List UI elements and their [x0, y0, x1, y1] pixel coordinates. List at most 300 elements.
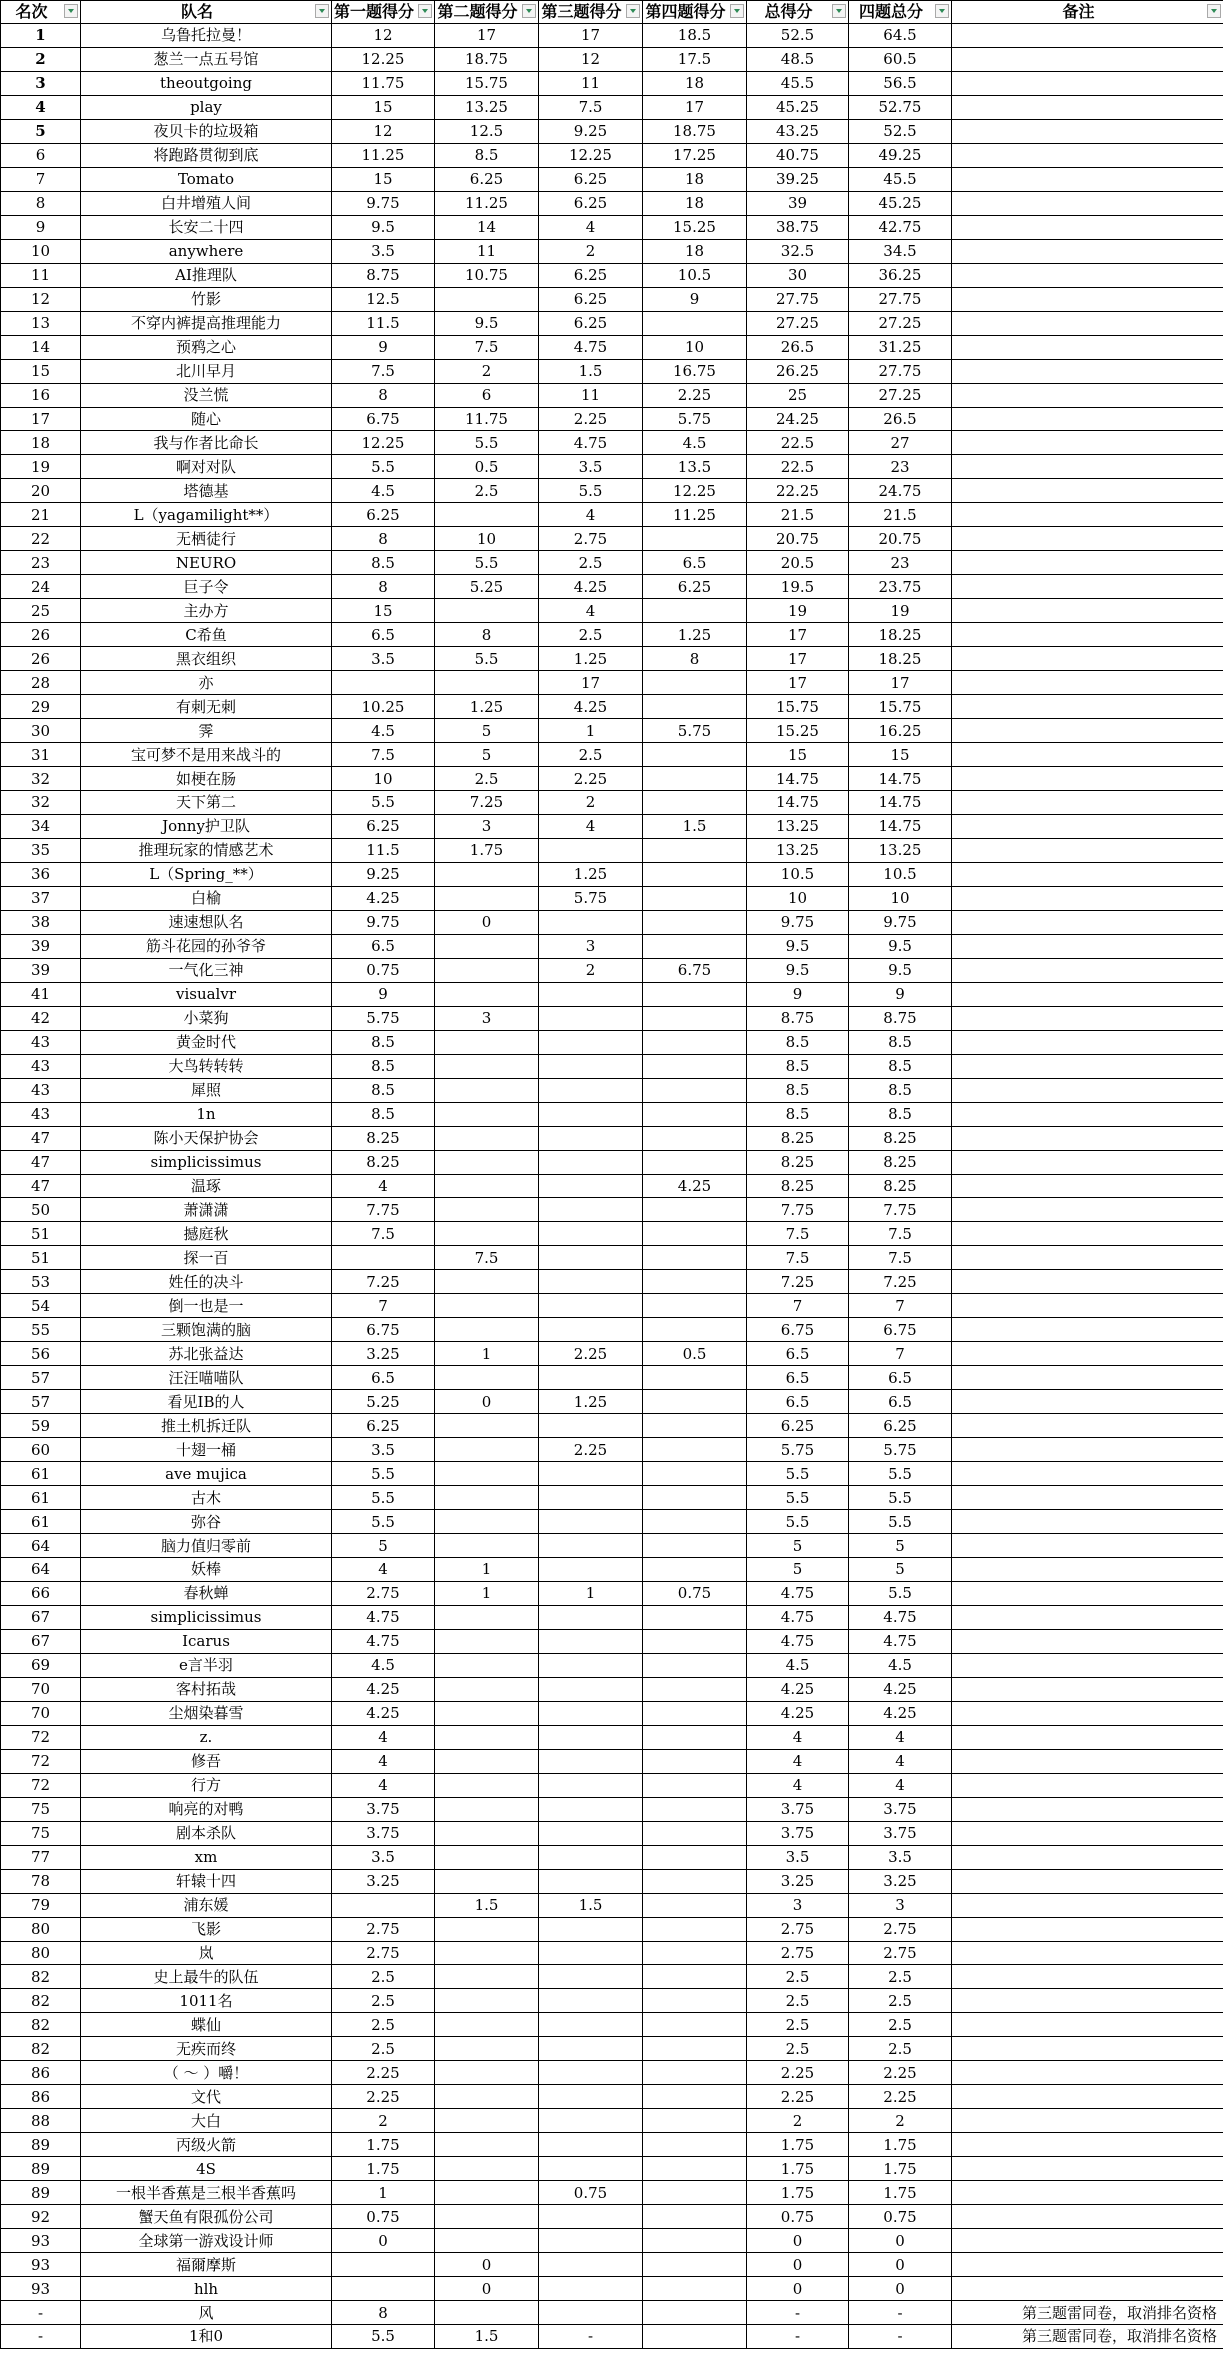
- q1-score-cell[interactable]: 4: [332, 1725, 435, 1749]
- filter-dropdown-icon[interactable]: [522, 4, 536, 18]
- q1-score-cell[interactable]: 11.75: [332, 71, 435, 95]
- q4-score-cell[interactable]: [643, 1390, 747, 1414]
- note-cell[interactable]: [952, 287, 1223, 311]
- rank-cell[interactable]: 20: [1, 479, 81, 503]
- q3-score-cell[interactable]: 4.75: [539, 431, 643, 455]
- q2-score-cell[interactable]: 7.5: [435, 335, 539, 359]
- q3-score-cell[interactable]: 12: [539, 47, 643, 71]
- total-score-cell[interactable]: 9: [747, 982, 849, 1006]
- rank-cell[interactable]: 31: [1, 743, 81, 767]
- q4-score-cell[interactable]: [643, 791, 747, 815]
- four-total-cell[interactable]: 2.75: [849, 1917, 952, 1941]
- q1-score-cell[interactable]: 2.5: [332, 2037, 435, 2061]
- q2-score-cell[interactable]: [435, 2229, 539, 2253]
- team-name-cell[interactable]: ave mujica: [81, 1462, 332, 1486]
- note-cell[interactable]: [952, 1749, 1223, 1773]
- q2-score-cell[interactable]: [435, 1222, 539, 1246]
- note-cell[interactable]: [952, 814, 1223, 838]
- four-total-cell[interactable]: 9: [849, 982, 952, 1006]
- q1-score-cell[interactable]: 12.25: [332, 47, 435, 71]
- note-cell[interactable]: [952, 1150, 1223, 1174]
- note-cell[interactable]: [952, 551, 1223, 575]
- note-cell[interactable]: [952, 2013, 1223, 2037]
- q4-score-cell[interactable]: [643, 1797, 747, 1821]
- total-score-cell[interactable]: 8.75: [747, 1006, 849, 1030]
- note-cell[interactable]: [952, 767, 1223, 791]
- total-score-cell[interactable]: 5.5: [747, 1486, 849, 1510]
- note-cell[interactable]: [952, 263, 1223, 287]
- note-cell[interactable]: [952, 1629, 1223, 1653]
- four-total-cell[interactable]: 17: [849, 671, 952, 695]
- total-score-cell[interactable]: 1.75: [747, 2133, 849, 2157]
- four-total-cell[interactable]: 13.25: [849, 838, 952, 862]
- team-name-cell[interactable]: 霁: [81, 719, 332, 743]
- q2-score-cell[interactable]: 5.5: [435, 551, 539, 575]
- total-score-cell[interactable]: 21.5: [747, 503, 849, 527]
- q4-score-cell[interactable]: [643, 311, 747, 335]
- q3-score-cell[interactable]: 17: [539, 671, 643, 695]
- q1-score-cell[interactable]: 3.5: [332, 647, 435, 671]
- q2-score-cell[interactable]: 8.5: [435, 143, 539, 167]
- total-score-cell[interactable]: 38.75: [747, 215, 849, 239]
- note-cell[interactable]: [952, 47, 1223, 71]
- four-total-cell[interactable]: 14.75: [849, 791, 952, 815]
- four-total-cell[interactable]: 10.5: [849, 862, 952, 886]
- q3-score-cell[interactable]: [539, 1414, 643, 1438]
- q1-score-cell[interactable]: 11.25: [332, 143, 435, 167]
- q2-score-cell[interactable]: [435, 2061, 539, 2085]
- four-total-cell[interactable]: 2: [849, 2109, 952, 2133]
- team-name-cell[interactable]: hlh: [81, 2277, 332, 2301]
- team-name-cell[interactable]: 福爾摩斯: [81, 2253, 332, 2277]
- q2-score-cell[interactable]: 7.25: [435, 791, 539, 815]
- note-cell[interactable]: [952, 1845, 1223, 1869]
- rank-cell[interactable]: 92: [1, 2205, 81, 2229]
- total-score-cell[interactable]: 6.5: [747, 1390, 849, 1414]
- q1-score-cell[interactable]: 4.25: [332, 886, 435, 910]
- note-cell[interactable]: [952, 335, 1223, 359]
- total-score-cell[interactable]: -: [747, 2325, 849, 2349]
- total-score-cell[interactable]: 6.5: [747, 1366, 849, 1390]
- rank-cell[interactable]: 29: [1, 695, 81, 719]
- total-score-cell[interactable]: 9.75: [747, 910, 849, 934]
- rank-cell[interactable]: 17: [1, 407, 81, 431]
- q3-score-cell[interactable]: 2.25: [539, 767, 643, 791]
- q3-score-cell[interactable]: 2.5: [539, 743, 643, 767]
- total-score-cell[interactable]: 7.5: [747, 1222, 849, 1246]
- rank-cell[interactable]: 7: [1, 167, 81, 191]
- q3-score-cell[interactable]: [539, 1629, 643, 1653]
- q4-score-cell[interactable]: [643, 1102, 747, 1126]
- q2-score-cell[interactable]: [435, 1510, 539, 1534]
- total-score-cell[interactable]: 1.75: [747, 2157, 849, 2181]
- q3-score-cell[interactable]: [539, 1773, 643, 1797]
- note-cell[interactable]: [952, 1078, 1223, 1102]
- filter-dropdown-icon[interactable]: [935, 4, 949, 18]
- q4-score-cell[interactable]: 5.75: [643, 719, 747, 743]
- note-cell[interactable]: [952, 407, 1223, 431]
- team-name-cell[interactable]: 丙级火箭: [81, 2133, 332, 2157]
- note-cell[interactable]: [952, 886, 1223, 910]
- q2-score-cell[interactable]: 12.5: [435, 119, 539, 143]
- q4-score-cell[interactable]: [643, 1941, 747, 1965]
- q3-score-cell[interactable]: 9.25: [539, 119, 643, 143]
- q4-score-cell[interactable]: [643, 838, 747, 862]
- four-total-cell[interactable]: 2.5: [849, 1965, 952, 1989]
- team-name-cell[interactable]: 一根半香蕉是三根半香蕉吗: [81, 2181, 332, 2205]
- q2-score-cell[interactable]: 6.25: [435, 167, 539, 191]
- rank-cell[interactable]: 41: [1, 982, 81, 1006]
- q1-score-cell[interactable]: 11.5: [332, 311, 435, 335]
- q2-score-cell[interactable]: 5: [435, 743, 539, 767]
- q3-score-cell[interactable]: 2.25: [539, 1342, 643, 1366]
- q3-score-cell[interactable]: [539, 1318, 643, 1342]
- total-score-cell[interactable]: 2.25: [747, 2085, 849, 2109]
- q3-score-cell[interactable]: [539, 1054, 643, 1078]
- team-name-cell[interactable]: 北川早月: [81, 359, 332, 383]
- team-name-cell[interactable]: 黄金时代: [81, 1030, 332, 1054]
- team-name-cell[interactable]: 客村拓哉: [81, 1677, 332, 1701]
- q3-score-cell[interactable]: [539, 1222, 643, 1246]
- four-total-cell[interactable]: -: [849, 2325, 952, 2349]
- note-cell[interactable]: [952, 1653, 1223, 1677]
- team-name-cell[interactable]: 啊对对队: [81, 455, 332, 479]
- four-total-cell[interactable]: 5.5: [849, 1510, 952, 1534]
- total-score-cell[interactable]: 8.25: [747, 1174, 849, 1198]
- team-name-cell[interactable]: 响亮的对鸭: [81, 1797, 332, 1821]
- q1-score-cell[interactable]: 9: [332, 335, 435, 359]
- q1-score-cell[interactable]: 8.5: [332, 1054, 435, 1078]
- total-score-cell[interactable]: 5.5: [747, 1510, 849, 1534]
- four-total-cell[interactable]: 3.5: [849, 1845, 952, 1869]
- q3-score-cell[interactable]: [539, 1462, 643, 1486]
- rank-cell[interactable]: 77: [1, 1845, 81, 1869]
- rank-cell[interactable]: 34: [1, 814, 81, 838]
- note-cell[interactable]: [952, 2253, 1223, 2277]
- four-total-cell[interactable]: 27.25: [849, 383, 952, 407]
- q2-score-cell[interactable]: [435, 671, 539, 695]
- four-total-cell[interactable]: 4.25: [849, 1701, 952, 1725]
- q2-score-cell[interactable]: [435, 1653, 539, 1677]
- team-name-cell[interactable]: 大白: [81, 2109, 332, 2133]
- four-total-cell[interactable]: 2.5: [849, 1989, 952, 2013]
- q2-score-cell[interactable]: 18.75: [435, 47, 539, 71]
- team-name-cell[interactable]: 夜贝卡的垃圾箱: [81, 119, 332, 143]
- team-name-cell[interactable]: 蝶仙: [81, 2013, 332, 2037]
- note-cell[interactable]: [952, 2277, 1223, 2301]
- q2-score-cell[interactable]: [435, 1414, 539, 1438]
- q3-score-cell[interactable]: 1: [539, 1581, 643, 1605]
- q3-score-cell[interactable]: 17: [539, 24, 643, 48]
- filter-dropdown-icon[interactable]: [418, 4, 432, 18]
- rank-cell[interactable]: 88: [1, 2109, 81, 2133]
- note-cell[interactable]: [952, 71, 1223, 95]
- q3-score-cell[interactable]: 1.25: [539, 862, 643, 886]
- note-cell[interactable]: [952, 1941, 1223, 1965]
- q4-score-cell[interactable]: [643, 1989, 747, 2013]
- rank-cell[interactable]: 60: [1, 1438, 81, 1462]
- q1-score-cell[interactable]: 3.5: [332, 1438, 435, 1462]
- rank-cell[interactable]: 93: [1, 2277, 81, 2301]
- rank-cell[interactable]: 61: [1, 1486, 81, 1510]
- note-cell[interactable]: [952, 1222, 1223, 1246]
- total-score-cell[interactable]: 22.25: [747, 479, 849, 503]
- note-cell[interactable]: 第三题雷同卷，取消排名资格: [952, 2325, 1223, 2349]
- note-cell[interactable]: [952, 982, 1223, 1006]
- rank-cell[interactable]: 12: [1, 287, 81, 311]
- rank-cell[interactable]: -: [1, 2325, 81, 2349]
- four-total-cell[interactable]: 24.75: [849, 479, 952, 503]
- team-name-cell[interactable]: 白井增殖人间: [81, 191, 332, 215]
- total-score-cell[interactable]: 6.5: [747, 1342, 849, 1366]
- total-score-cell[interactable]: 4.5: [747, 1653, 849, 1677]
- q4-score-cell[interactable]: [643, 1629, 747, 1653]
- q4-score-cell[interactable]: 17.25: [643, 143, 747, 167]
- four-total-cell[interactable]: 27.75: [849, 287, 952, 311]
- note-cell[interactable]: [952, 2229, 1223, 2253]
- q4-score-cell[interactable]: 6.25: [643, 575, 747, 599]
- team-name-cell[interactable]: 无疾而终: [81, 2037, 332, 2061]
- note-cell[interactable]: [952, 167, 1223, 191]
- q4-score-cell[interactable]: [643, 1366, 747, 1390]
- q3-score-cell[interactable]: 0.75: [539, 2181, 643, 2205]
- four-total-cell[interactable]: 4: [849, 1749, 952, 1773]
- q2-score-cell[interactable]: [435, 1677, 539, 1701]
- rank-cell[interactable]: 82: [1, 1989, 81, 2013]
- q4-score-cell[interactable]: [643, 1414, 747, 1438]
- q3-score-cell[interactable]: [539, 2013, 643, 2037]
- q4-score-cell[interactable]: [643, 2037, 747, 2061]
- q1-score-cell[interactable]: 0: [332, 2229, 435, 2253]
- q3-score-cell[interactable]: [539, 2277, 643, 2301]
- rank-cell[interactable]: 64: [1, 1534, 81, 1558]
- q2-score-cell[interactable]: 11: [435, 239, 539, 263]
- team-name-cell[interactable]: 小菜狗: [81, 1006, 332, 1030]
- q4-score-cell[interactable]: [643, 2061, 747, 2085]
- team-name-cell[interactable]: xm: [81, 1845, 332, 1869]
- rank-cell[interactable]: 72: [1, 1773, 81, 1797]
- q4-score-cell[interactable]: 17: [643, 95, 747, 119]
- q3-score-cell[interactable]: [539, 1030, 643, 1054]
- four-total-cell[interactable]: 8.25: [849, 1150, 952, 1174]
- q2-score-cell[interactable]: [435, 2085, 539, 2109]
- q4-score-cell[interactable]: 1.25: [643, 623, 747, 647]
- q1-score-cell[interactable]: 15: [332, 95, 435, 119]
- rank-cell[interactable]: 82: [1, 1965, 81, 1989]
- q1-score-cell[interactable]: 2: [332, 2109, 435, 2133]
- q1-score-cell[interactable]: 4.75: [332, 1605, 435, 1629]
- team-name-cell[interactable]: 如梗在肠: [81, 767, 332, 791]
- four-total-cell[interactable]: 5.5: [849, 1581, 952, 1605]
- team-name-cell[interactable]: 1011名: [81, 1989, 332, 2013]
- q2-score-cell[interactable]: 5.5: [435, 647, 539, 671]
- q3-score-cell[interactable]: 1.5: [539, 359, 643, 383]
- team-name-cell[interactable]: 不穿内裤提高推理能力: [81, 311, 332, 335]
- rank-cell[interactable]: 72: [1, 1749, 81, 1773]
- team-name-cell[interactable]: 葱兰一点五号馆: [81, 47, 332, 71]
- q3-score-cell[interactable]: 1.25: [539, 647, 643, 671]
- total-score-cell[interactable]: 1.75: [747, 2181, 849, 2205]
- rank-cell[interactable]: 82: [1, 2013, 81, 2037]
- q1-score-cell[interactable]: 3.25: [332, 1869, 435, 1893]
- total-score-cell[interactable]: 8.25: [747, 1126, 849, 1150]
- note-cell[interactable]: [952, 479, 1223, 503]
- q1-score-cell[interactable]: 8.5: [332, 1078, 435, 1102]
- q2-score-cell[interactable]: 1: [435, 1581, 539, 1605]
- rank-cell[interactable]: 10: [1, 239, 81, 263]
- q4-score-cell[interactable]: [643, 2325, 747, 2349]
- total-score-cell[interactable]: 14.75: [747, 791, 849, 815]
- rank-cell[interactable]: 35: [1, 838, 81, 862]
- total-score-cell[interactable]: 39.25: [747, 167, 849, 191]
- total-score-cell[interactable]: 2.5: [747, 2013, 849, 2037]
- q2-score-cell[interactable]: 3: [435, 1006, 539, 1030]
- note-cell[interactable]: [952, 24, 1223, 48]
- total-score-cell[interactable]: 2.5: [747, 1965, 849, 1989]
- q4-score-cell[interactable]: 10.5: [643, 263, 747, 287]
- team-name-cell[interactable]: 没兰慌: [81, 383, 332, 407]
- q4-score-cell[interactable]: [643, 1030, 747, 1054]
- team-name-cell[interactable]: 速速想队名: [81, 910, 332, 934]
- q4-score-cell[interactable]: [643, 2181, 747, 2205]
- four-total-cell[interactable]: 2.5: [849, 2037, 952, 2061]
- note-cell[interactable]: [952, 2181, 1223, 2205]
- q3-score-cell[interactable]: 1: [539, 719, 643, 743]
- rank-cell[interactable]: 55: [1, 1318, 81, 1342]
- total-score-cell[interactable]: 45.5: [747, 71, 849, 95]
- q1-score-cell[interactable]: 10.25: [332, 695, 435, 719]
- four-total-cell[interactable]: 36.25: [849, 263, 952, 287]
- q3-score-cell[interactable]: [539, 1198, 643, 1222]
- total-score-cell[interactable]: 40.75: [747, 143, 849, 167]
- q1-score-cell[interactable]: 12: [332, 24, 435, 48]
- q4-score-cell[interactable]: [643, 1246, 747, 1270]
- team-name-cell[interactable]: 1和0: [81, 2325, 332, 2349]
- team-name-cell[interactable]: z.: [81, 1725, 332, 1749]
- note-cell[interactable]: [952, 527, 1223, 551]
- q2-score-cell[interactable]: 0: [435, 1390, 539, 1414]
- q4-score-cell[interactable]: [643, 1222, 747, 1246]
- q4-score-cell[interactable]: [643, 1054, 747, 1078]
- four-total-cell[interactable]: 8.75: [849, 1006, 952, 1030]
- q4-score-cell[interactable]: [643, 2109, 747, 2133]
- rank-cell[interactable]: 42: [1, 1006, 81, 1030]
- q1-score-cell[interactable]: 4: [332, 1558, 435, 1582]
- note-cell[interactable]: [952, 1965, 1223, 1989]
- q1-score-cell[interactable]: 6.75: [332, 1318, 435, 1342]
- total-score-cell[interactable]: 32.5: [747, 239, 849, 263]
- q4-score-cell[interactable]: [643, 982, 747, 1006]
- q1-score-cell[interactable]: 4.5: [332, 1653, 435, 1677]
- total-score-cell[interactable]: 6.25: [747, 1414, 849, 1438]
- note-cell[interactable]: [952, 383, 1223, 407]
- total-score-cell[interactable]: 4.75: [747, 1629, 849, 1653]
- q1-score-cell[interactable]: 8: [332, 527, 435, 551]
- rank-cell[interactable]: 26: [1, 647, 81, 671]
- total-score-cell[interactable]: 17: [747, 647, 849, 671]
- total-score-cell[interactable]: 5: [747, 1534, 849, 1558]
- q4-score-cell[interactable]: [643, 1773, 747, 1797]
- q4-score-cell[interactable]: [643, 1605, 747, 1629]
- four-total-cell[interactable]: 14.75: [849, 814, 952, 838]
- q4-score-cell[interactable]: 13.5: [643, 455, 747, 479]
- note-cell[interactable]: [952, 958, 1223, 982]
- q4-score-cell[interactable]: [643, 2085, 747, 2109]
- note-cell[interactable]: [952, 1917, 1223, 1941]
- q1-score-cell[interactable]: 6.5: [332, 623, 435, 647]
- q3-score-cell[interactable]: [539, 1845, 643, 1869]
- four-total-cell[interactable]: 23: [849, 551, 952, 575]
- note-cell[interactable]: [952, 791, 1223, 815]
- four-total-cell[interactable]: 8.25: [849, 1126, 952, 1150]
- note-cell[interactable]: [952, 719, 1223, 743]
- four-total-cell[interactable]: 0: [849, 2253, 952, 2277]
- q1-score-cell[interactable]: 11.5: [332, 838, 435, 862]
- q3-score-cell[interactable]: [539, 1366, 643, 1390]
- q1-score-cell[interactable]: [332, 671, 435, 695]
- q3-score-cell[interactable]: [539, 1534, 643, 1558]
- q1-score-cell[interactable]: 9.5: [332, 215, 435, 239]
- q4-score-cell[interactable]: [643, 1438, 747, 1462]
- note-cell[interactable]: [952, 2157, 1223, 2181]
- q3-score-cell[interactable]: -: [539, 2325, 643, 2349]
- q1-score-cell[interactable]: 7.25: [332, 1270, 435, 1294]
- total-score-cell[interactable]: 2.5: [747, 1989, 849, 2013]
- q2-score-cell[interactable]: [435, 1989, 539, 2013]
- q1-score-cell[interactable]: 8: [332, 2301, 435, 2325]
- total-score-cell[interactable]: 7.75: [747, 1198, 849, 1222]
- four-total-cell[interactable]: 45.5: [849, 167, 952, 191]
- q2-score-cell[interactable]: 1.5: [435, 2325, 539, 2349]
- q4-score-cell[interactable]: [643, 743, 747, 767]
- total-score-cell[interactable]: 10: [747, 886, 849, 910]
- total-score-cell[interactable]: 6.75: [747, 1318, 849, 1342]
- rank-cell[interactable]: 86: [1, 2085, 81, 2109]
- four-total-cell[interactable]: 4.75: [849, 1605, 952, 1629]
- four-total-cell[interactable]: 18.25: [849, 647, 952, 671]
- q2-score-cell[interactable]: [435, 1078, 539, 1102]
- q3-score-cell[interactable]: [539, 2037, 643, 2061]
- four-total-cell[interactable]: 52.5: [849, 119, 952, 143]
- q4-score-cell[interactable]: 18: [643, 191, 747, 215]
- total-score-cell[interactable]: 15.75: [747, 695, 849, 719]
- team-name-cell[interactable]: simplicissimus: [81, 1150, 332, 1174]
- q3-score-cell[interactable]: 4.25: [539, 695, 643, 719]
- team-name-cell[interactable]: （ ～ ）嚼！: [81, 2061, 332, 2085]
- rank-cell[interactable]: 13: [1, 311, 81, 335]
- four-total-cell[interactable]: 0: [849, 2229, 952, 2253]
- q4-score-cell[interactable]: [643, 910, 747, 934]
- total-score-cell[interactable]: 13.25: [747, 814, 849, 838]
- rank-cell[interactable]: 82: [1, 2037, 81, 2061]
- team-name-cell[interactable]: 文代: [81, 2085, 332, 2109]
- q3-score-cell[interactable]: [539, 2133, 643, 2157]
- note-cell[interactable]: [952, 862, 1223, 886]
- total-score-cell[interactable]: 19: [747, 599, 849, 623]
- q2-score-cell[interactable]: [435, 1534, 539, 1558]
- note-cell[interactable]: [952, 1174, 1223, 1198]
- four-total-cell[interactable]: 8.25: [849, 1174, 952, 1198]
- note-cell[interactable]: [952, 239, 1223, 263]
- q1-score-cell[interactable]: 4.25: [332, 1701, 435, 1725]
- q2-score-cell[interactable]: 3: [435, 814, 539, 838]
- team-name-cell[interactable]: 苏北张益达: [81, 1342, 332, 1366]
- q1-score-cell[interactable]: 4: [332, 1773, 435, 1797]
- total-score-cell[interactable]: 19.5: [747, 575, 849, 599]
- note-cell[interactable]: [952, 1725, 1223, 1749]
- four-total-cell[interactable]: 42.75: [849, 215, 952, 239]
- team-name-cell[interactable]: 看见IB的人: [81, 1390, 332, 1414]
